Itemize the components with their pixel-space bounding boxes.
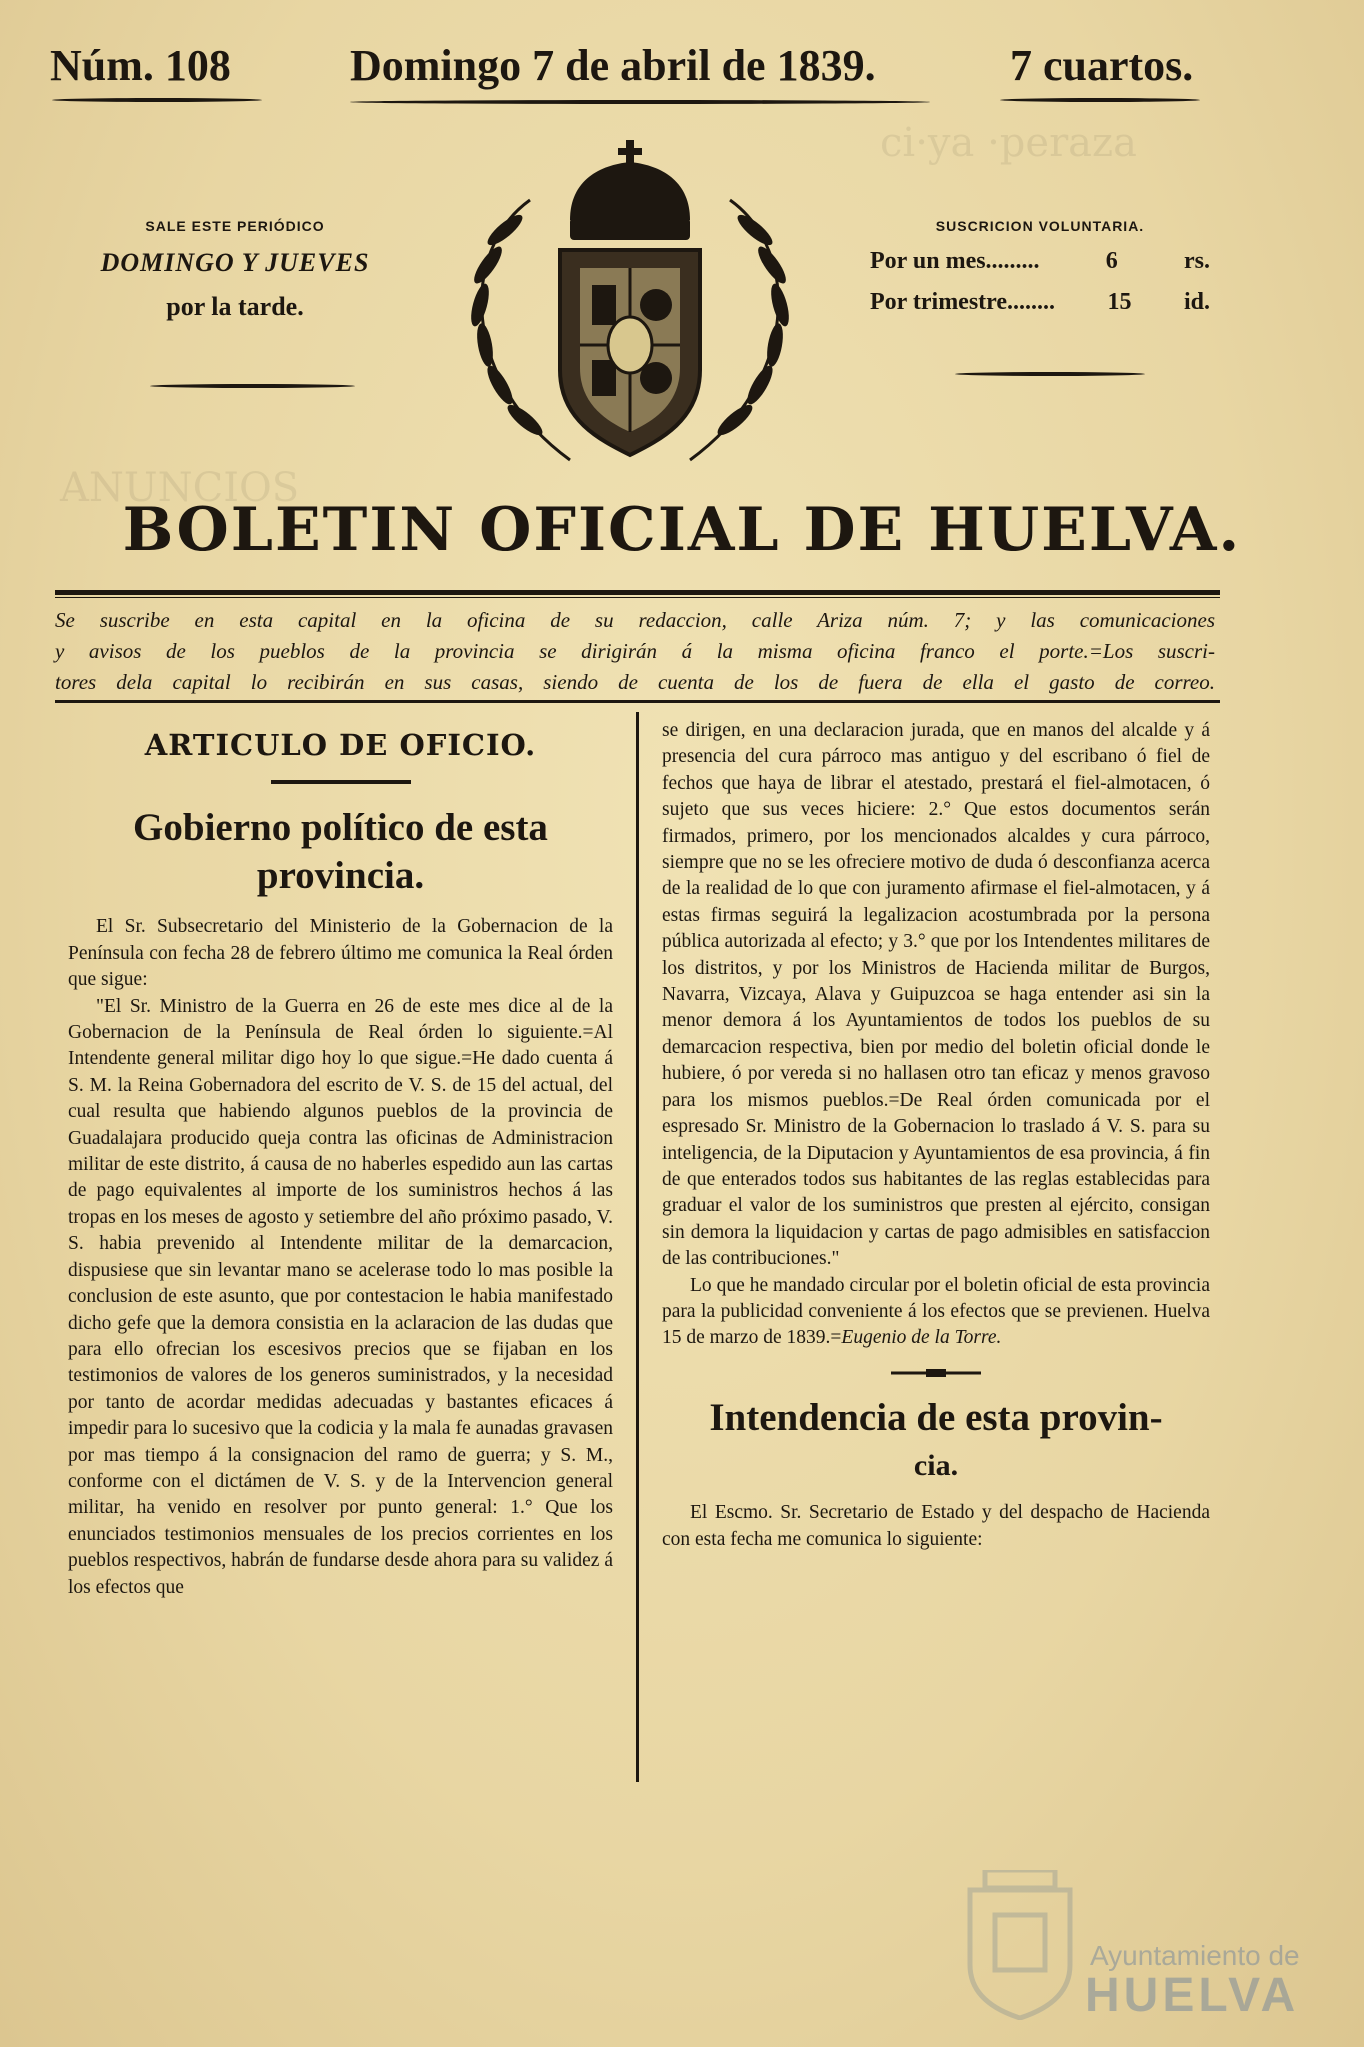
price-row-month [870, 248, 1210, 275]
bleed-through-text: ANUNCIOS [60, 465, 300, 511]
masthead-swash [350, 100, 930, 104]
title-rule [55, 590, 1220, 595]
heading-line: provincia. [256, 854, 425, 898]
right-column [662, 718, 1210, 1553]
watermark-line1: Ayuntamiento de [1090, 1940, 1300, 1971]
closing-text: Lo que he mandado circular por el boletin oficial de esta provincia para la publicidad conveniente á los efectos que se previenen. Huelva 15 de marzo de 1839.= [662, 1274, 1210, 1349]
section-heading [68, 804, 613, 900]
watermark-line2: HUELVA [1085, 1969, 1300, 2022]
article-paragraph [662, 1273, 1210, 1352]
section-heading [662, 1394, 1210, 1490]
heading-line: Gobierno político de esta [133, 806, 548, 850]
article-paragraph: "El Sr. Ministro de la Guerra en 26 de este mes dice al de la Gobernacion de la Península de Real órden lo siguiente.=Al Intendente general militar digo hoy lo que sigue.=He dado cuenta á S. M. la Reina Gobernadora del escrito de V. S. de 15 del actual, del cual resulta que habiendo algunos pueblos de la provincia de Guadalajara producido queja contra las oficinas de Administracion militar de este distrito, á causa de no haberles espedido aun las cartas de pago equivalentes al importe de los suministros hechos á las tropas en los meses de agosto y setiembre del año próximo pasado, V. S. habia prevenido al Intendente militar de la demarcacion, dispusiese que sin levantar mano se acelerase todo lo mas posible la conclusion de este asunto, que por contestacion le habia manifestado dicho gefe que la demora consistia en la aclaracion de las dudas que para ello ofrecian los escesivos precios que se fijaban en los testimonios de valores de los generos suministrados, y la necesidad por tanto de acordar medidas adecuadas y bastantes eficaces á impedir para lo sucesivo que la codicia y la mala fe aunadas gravasen por mas tiempo á la consignacion del ramo de guerra; y S. M., conforme con el dictámen de V. S. y de la Intervencion general militar, ha venido en resolver por punto general: 1.° Que los enunciados testimonios mensuales de los precios corrientes en los pueblos respectivos, habrán de fundarse desde ahora para su validez á los efectos que [68, 995, 613, 1598]
notice-line: tores dela capital lo recibirán en sus casas, siendo de cuenta de los de fuera de ella el gasto de correo. [55, 670, 1215, 694]
subscription-prices [870, 218, 1210, 316]
coat-of-arms-icon [420, 140, 840, 480]
article-paragraph: se dirigen, en una declaracion jurada, que en manos del alcalde y á presencia del cura párroco mas antiguo y del escribano ó fiel de fechos que haya de librar el atestado, prestará el fiel-almotacen, ó sujeto que sus veces hiciere: 2.° Que estos documentos serán firmados, primero, por los mencionados alcaldes y cura párroco, siempre que no se les ofreciere motivo de duda ó desconfianza acerca de la realidad de lo que con juramento afirmase el fiel-almotacen, y á estas firmas seguirá la legalizacion acostumbrada por la persona pública autorizada al efecto; y 3.° que por los Intendentes militares de los distritos, y por los Ministros de Hacienda militar de Burgos, Navarra, Vizcaya, Alava y Guipuzcoa se haga entender asi sin la menor demora á los Ayuntamientos de todos los pueblos de su demarcacion respectiva, bien por medio del boletin oficial donde le hubiere, ó por vereda si no hallasen otro tan eficaz y menos gravoso para los mismos pueblos.=De Real órden comunicada por el espresado Sr. Ministro de la Gobernacion lo traslado á V. S. para su inteligencia, de la Diputacion y Ayuntamientos de esa provincia, á fin de que enterados todos sus habitantes de las reglas establecidas para graduar el valor de los suministros que presten al ejército, consigan sin demora la liquidacion y cartas de pago admisibles en satisfaccion de las contribuciones." [662, 720, 1210, 1270]
schedule-caption: SALE ESTE PERIÓDICO [145, 218, 325, 234]
left-column [68, 722, 613, 1601]
subscription-rule [955, 372, 1145, 376]
newspaper-title: BOLETIN OFICIAL DE HUELVA. [122, 495, 1242, 565]
price-label: Por un mes......... [870, 248, 1040, 274]
subscription-notice [55, 605, 1215, 698]
price-unit: rs. [1184, 248, 1210, 274]
notice-line: y avisos de los pueblos de la provincia se dirigirán á la misma oficina franco el porte.=Los suscri- [55, 639, 1215, 663]
bleed-through-text: ci·ya ·peraza [880, 120, 1137, 166]
issue-number: Núm. 108 [50, 41, 231, 90]
title-rule-thin [55, 597, 1220, 598]
separator-ornament [662, 1362, 1210, 1388]
price-amount: 6 [1105, 248, 1118, 274]
article-paragraph: El Sr. Subsecretario del Ministerio de la Gobernacion de la Península con fecha 28 de febrero último me comunica la Real órden que sigue: [68, 916, 613, 991]
price-row-quarter [870, 289, 1210, 316]
publication-schedule [60, 218, 410, 322]
article-paragraph: El Escmo. Sr. Secretario de Estado y del despacho de Hacienda con esta fecha me comunica lo siguiente: [662, 1502, 1210, 1550]
heading-line: cia. [913, 1449, 959, 1483]
ornament-icon [891, 1366, 981, 1380]
subscription-caption: SUSCRICION VOLUNTARIA. [935, 218, 1145, 234]
notice-rule [55, 700, 1220, 703]
section-rule [271, 780, 411, 784]
masthead-swash [52, 98, 262, 102]
notice-line: Se suscribe en esta capital en la oficina de su redaccion, calle Ariza núm. 7; y las comunicaciones [55, 608, 1215, 632]
column-divider [636, 712, 639, 1782]
heading-line: Intendencia de esta provin- [709, 1396, 1163, 1440]
schedule-days: DOMINGO Y JUEVES [100, 248, 370, 277]
price-amount: 15 [1107, 289, 1132, 315]
masthead-swash [1000, 98, 1200, 102]
schedule-rule [150, 384, 355, 388]
price-unit: id. [1183, 289, 1210, 315]
schedule-time: por la tarde. [166, 292, 304, 321]
price-label: Por trimestre........ [870, 289, 1056, 315]
section-label: ARTICULO DE OFICIO. [144, 728, 537, 762]
issue-price: 7 cuartos. [1010, 41, 1194, 90]
signature: Eugenio de la Torre. [841, 1327, 1002, 1349]
issue-date: Domingo 7 de abril de 1839. [350, 41, 876, 90]
